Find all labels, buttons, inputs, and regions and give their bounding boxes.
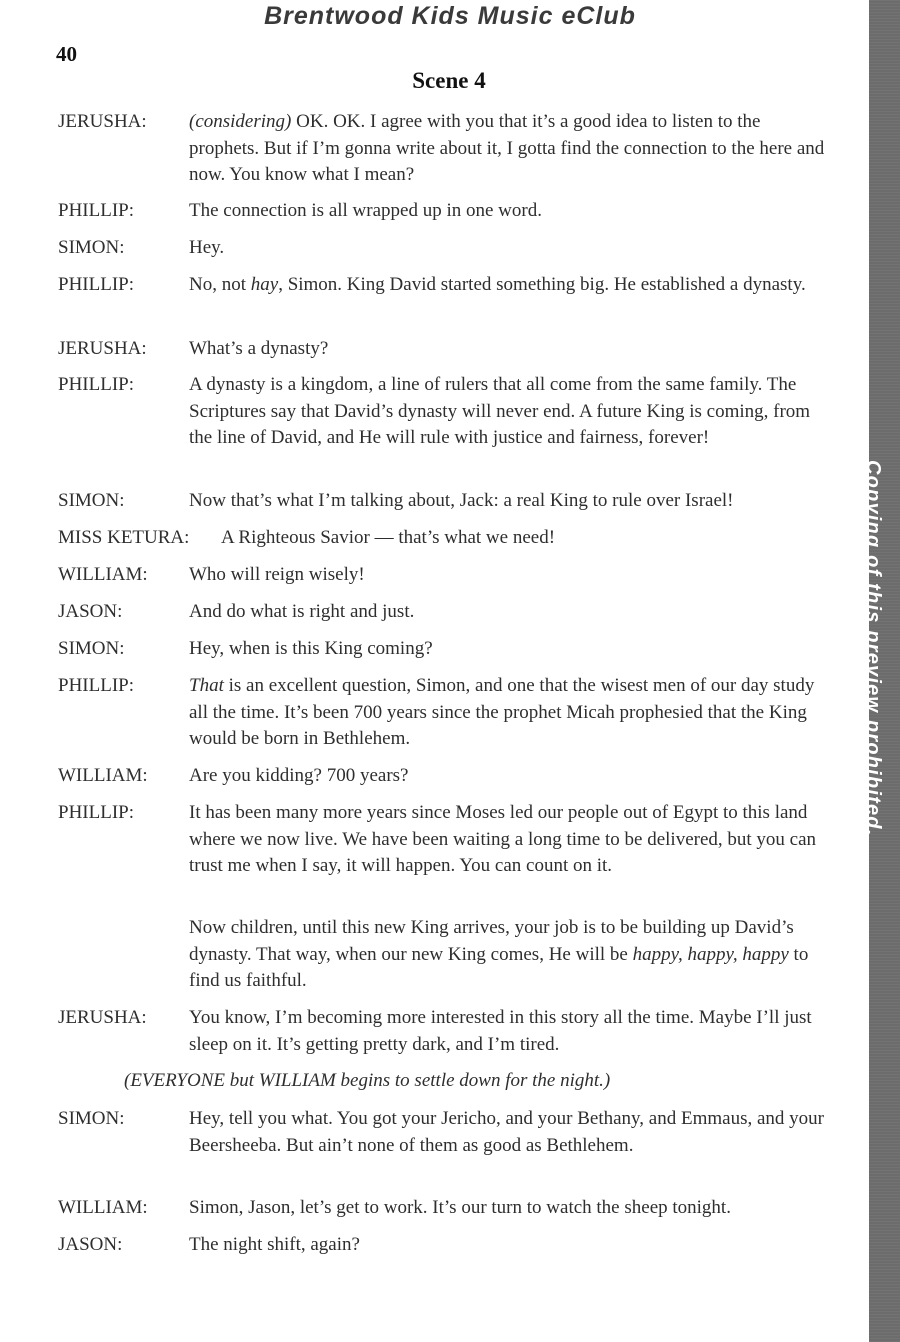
speaker-name: SIMON: [58,490,125,511]
speaker-name: PHILLIP: [58,374,134,395]
speaker-name: JERUSHA: [58,111,147,132]
speech-text: You know, I’m becoming more interested in this story all the time. Maybe I’ll just sleep on it. It’s getting pretty dark, and I’m tired. [189,1007,812,1055]
page-number: 40 [56,42,77,66]
speech-text: And do what is right and just. [189,601,415,622]
speech-body: No, not [189,274,251,295]
emphasis: That [189,675,224,696]
speech-body: is an excellent question, Simon, and one that the wisest men of our day study all the time. It’s been 700 years since the prophet Micah prophesied that the King would be born in Bethlehem. [189,675,815,749]
brand-header: Brentwood Kids Music eClub [264,2,636,30]
stage-direction: (EVERYONE but WILLIAM begins to settle down for the night.) [124,1070,611,1091]
speech-text [189,915,835,995]
speaker-name: JERUSHA: [58,338,147,359]
speech-text: Hey, when is this King coming? [189,638,433,659]
speaker-name: JASON: [58,1234,123,1255]
speaker-name: PHILLIP: [58,675,134,696]
speaker-name: SIMON: [58,1108,125,1129]
speaker-name: SIMON: [58,638,125,659]
speaker-name: WILLIAM: [58,564,148,585]
speech-body: , Simon. King David started something big. He established a dynasty. [278,274,806,295]
speech-text [189,272,835,299]
speech-text: The connection is all wrapped up in one word. [189,200,542,221]
speech-text: What’s a dynasty? [189,338,329,359]
speech-text: Hey. [189,237,225,258]
emphasis: hay [250,274,279,295]
speech-body: Now children, until this new King arrives, your job is to be building up David’s dynasty. That way, when our new King comes, He will be [189,917,794,965]
scene-title: Scene 4 [412,68,486,93]
speech-text: Now that’s what I’m talking about, Jack: a real King to rule over Israel! [189,490,734,511]
speech-text: Simon, Jason, let’s get to work. It’s our turn to watch the sheep tonight. [189,1197,731,1218]
copy-notice: Copying of this preview prohibited. [862,460,884,837]
speech-text: Hey, tell you what. You got your Jericho, and your Bethany, and Emmaus, and your Beersheeba. But ain’t none of them as good as Bethlehem. [189,1108,824,1156]
stage-direction: (considering) [189,111,292,132]
speech-text: The night shift, again? [189,1234,360,1255]
speaker-name: PHILLIP: [58,274,134,295]
speaker-name: JERUSHA: [58,1007,147,1028]
speech-body: OK. OK. I agree with you that it’s a good idea to listen to the prophets. But if I’m gonna write about it, I gotta find the connection to the here and now. You know what I mean? [189,111,825,185]
speaker-name: JASON: [58,601,123,622]
speaker-name: PHILLIP: [58,802,134,823]
speech-text: A dynasty is a kingdom, a line of rulers that all come from the same family. The Scriptures say that David’s dynasty will never end. A future King is coming, from the line of David, and He will rule with justice and fairness, forever! [189,374,811,448]
speech-text [189,673,835,753]
speech-text: It has been many more years since Moses led our people out of Egypt to this land where we now live. We have been waiting a long time to be delivered, but you can trust me when I say, it will happen. You can count on it. [189,802,817,876]
speaker-name: SIMON: [58,237,125,258]
speech-text: A Righteous Savior — that’s what we need! [221,527,556,548]
speaker-name: PHILLIP: [58,200,134,221]
speaker-name: WILLIAM: [58,765,148,786]
speaker-name: WILLIAM: [58,1197,148,1218]
speech-text: Who will reign wisely! [189,564,365,585]
speech-text: Are you kidding? 700 years? [189,765,409,786]
emphasis: happy, happy, happy [632,943,789,965]
speech-text [189,109,835,189]
speaker-name: MISS KETURA: [58,527,190,548]
speech-body: to find us faithful. [189,943,809,991]
